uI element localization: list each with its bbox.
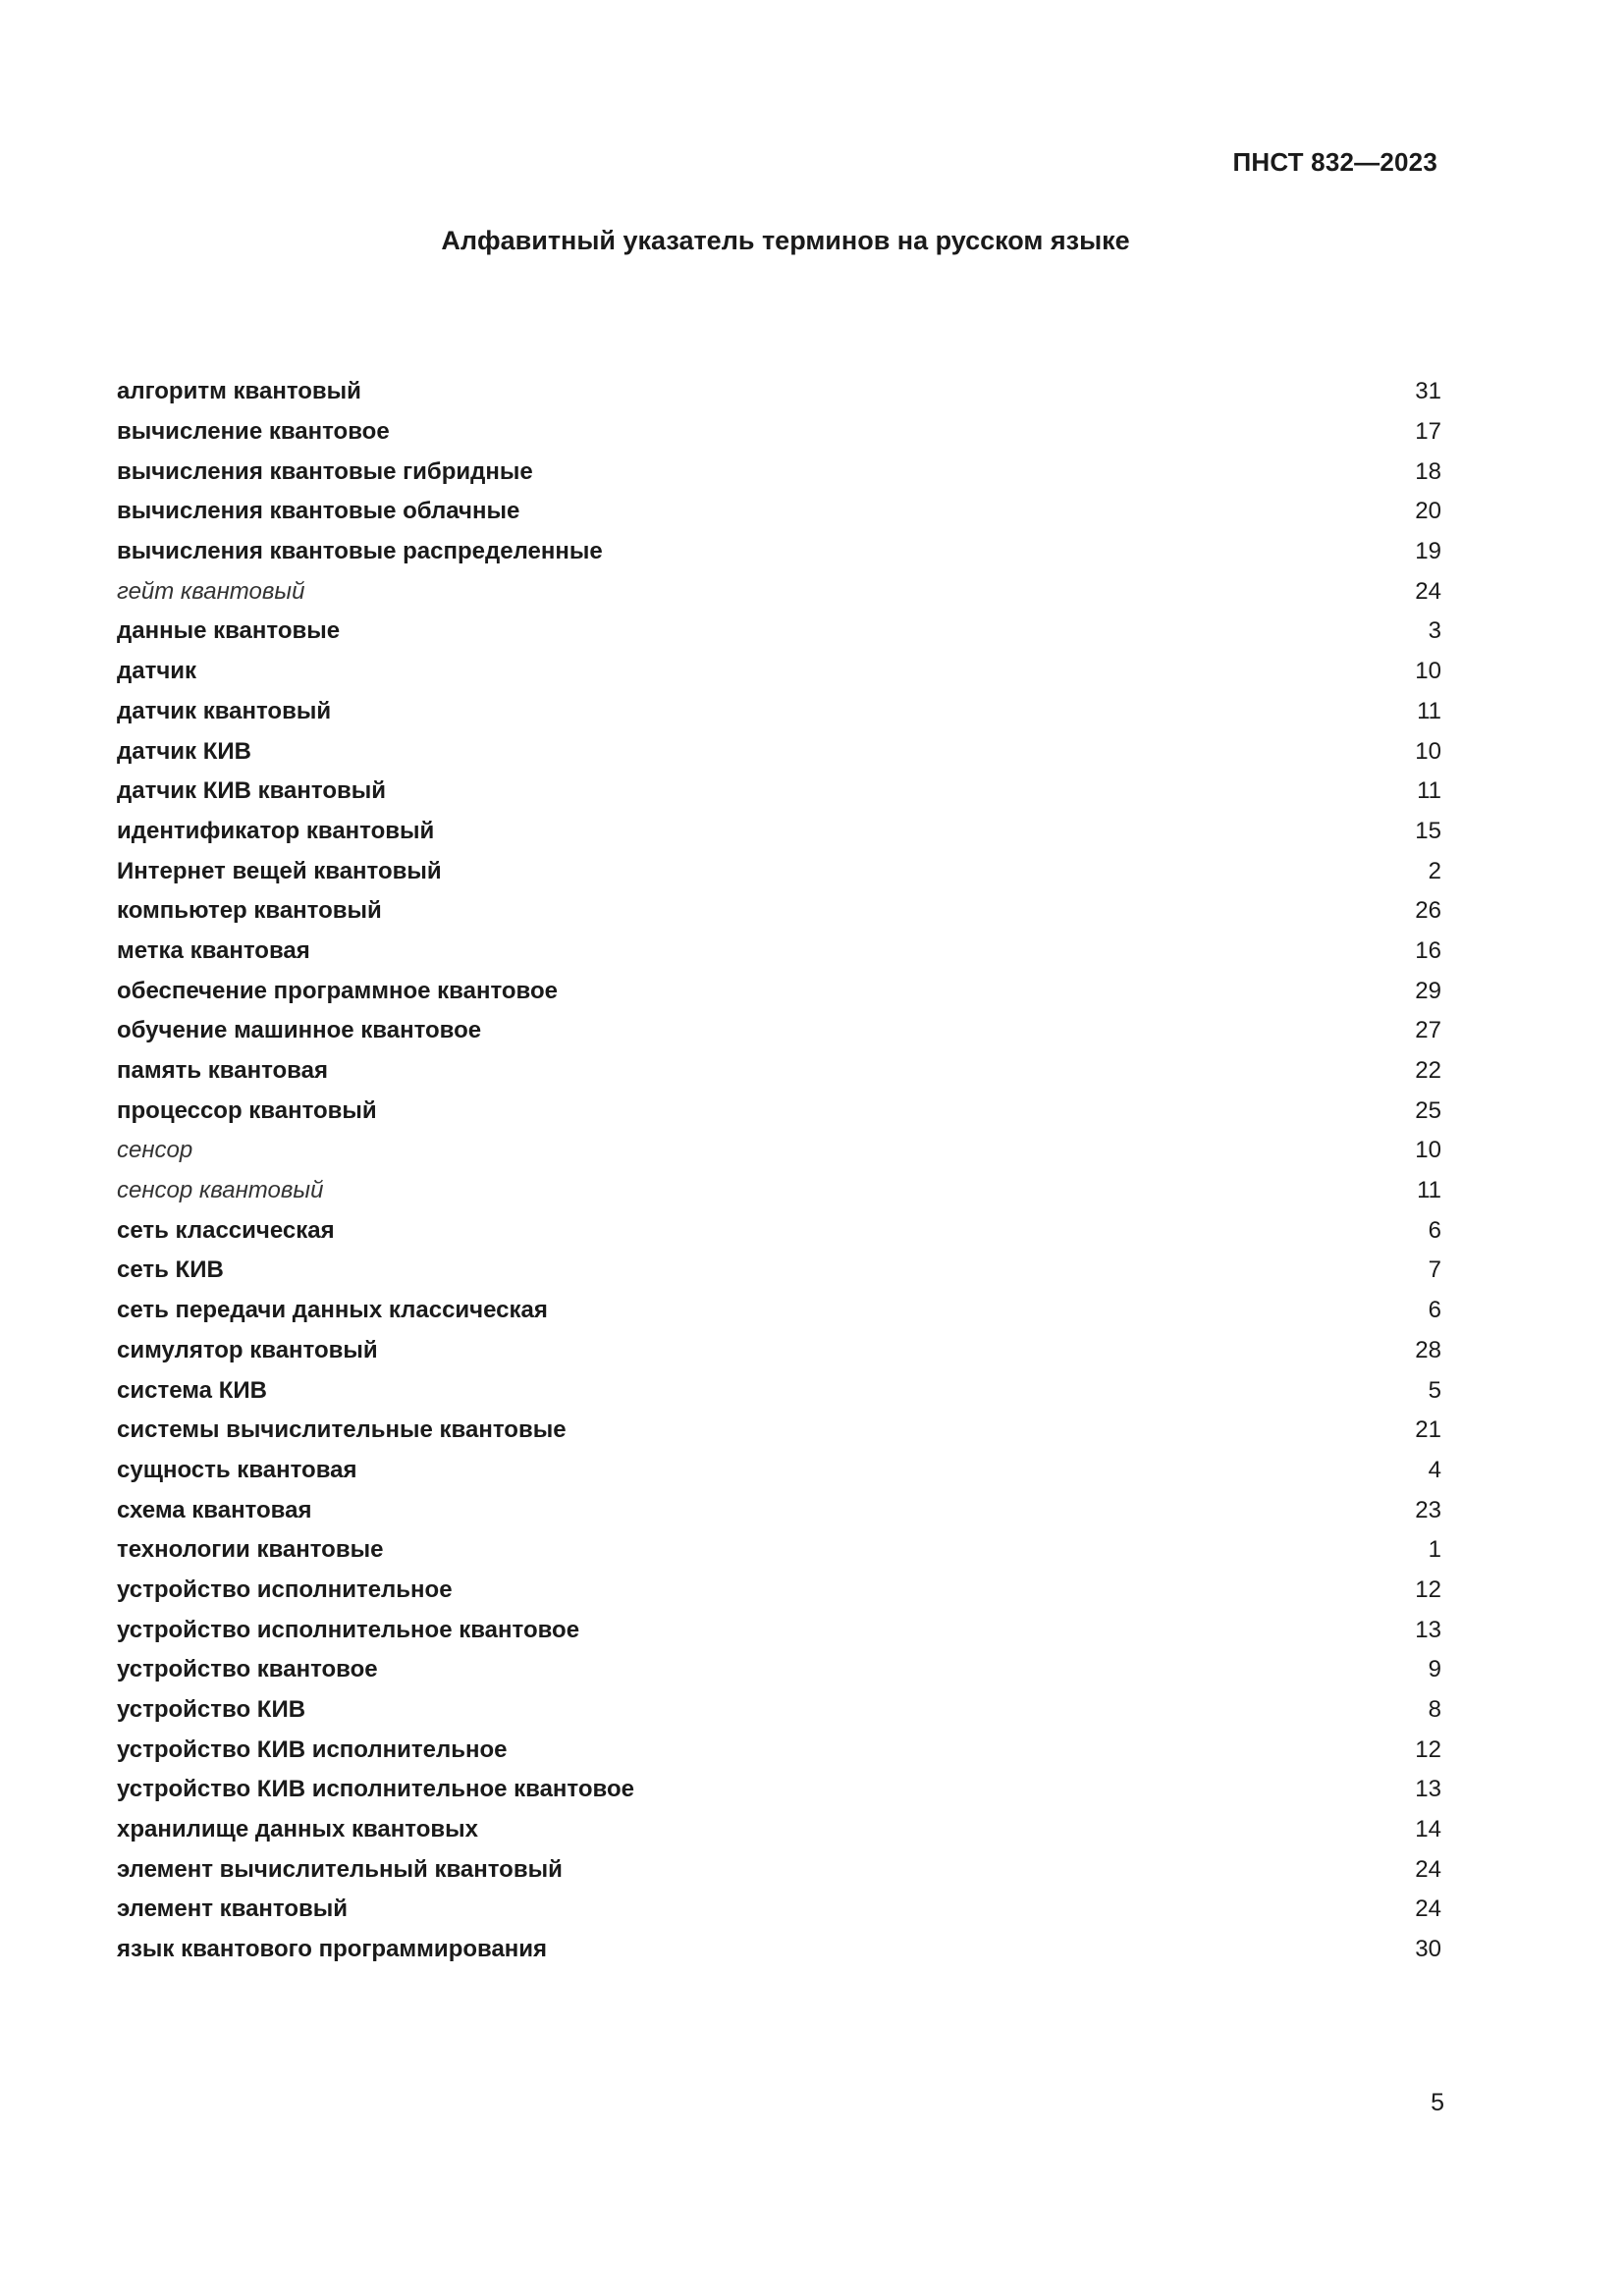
index-entry (117, 1690, 1441, 1731)
index-term-number: 15 (1415, 817, 1441, 844)
index-term-number: 16 (1415, 936, 1441, 964)
index-term-number: 22 (1415, 1057, 1441, 1085)
index-term-number: 11 (1417, 697, 1441, 724)
index-entry (117, 1890, 1441, 1930)
index-entry (117, 1210, 1441, 1251)
index-term: системы вычислительные квантовые (117, 1416, 567, 1444)
index-entry (117, 571, 1441, 612)
index-entry (117, 1451, 1441, 1491)
page-number: 5 (1431, 2089, 1444, 2116)
index-entry (117, 652, 1441, 692)
index-entry (117, 1650, 1441, 1690)
index-term-number: 1 (1428, 1536, 1441, 1564)
index-term-number: 13 (1415, 1616, 1441, 1643)
index-entry (117, 1610, 1441, 1650)
index-entry (117, 412, 1441, 453)
index-entry (117, 1091, 1441, 1131)
index-term: обеспечение программное квантовое (117, 977, 558, 1004)
index-term-number: 26 (1415, 897, 1441, 925)
index-term-number: 31 (1415, 378, 1441, 405)
index-term-number: 8 (1428, 1696, 1441, 1724)
index-term: алгоритм квантовый (117, 378, 361, 405)
index-term-number: 17 (1415, 418, 1441, 446)
index-term-number: 20 (1415, 498, 1441, 525)
index-term: сеть классическая (117, 1216, 335, 1244)
index-term: идентификатор квантовый (117, 817, 435, 844)
index-entry (117, 612, 1441, 652)
index-term: датчик КИВ (117, 737, 251, 765)
index-term: сеть передачи данных классическая (117, 1297, 548, 1324)
index-entry (117, 1930, 1441, 1970)
index-term: устройство исполнительное квантовое (117, 1616, 580, 1643)
index-entry (117, 452, 1441, 492)
index-term-number: 4 (1428, 1456, 1441, 1483)
index-term: обучение машинное квантовое (117, 1017, 482, 1044)
index-term-number: 13 (1415, 1776, 1441, 1803)
index-term-number: 12 (1415, 1735, 1441, 1763)
index-term: вычисления квантовые гибридные (117, 457, 533, 485)
index-term-number: 10 (1415, 1137, 1441, 1164)
term-index-list (117, 372, 1441, 1970)
index-term-number: 24 (1415, 577, 1441, 605)
index-entry (117, 1131, 1441, 1171)
index-term: хранилище данных квантовых (117, 1816, 478, 1843)
index-term-number: 21 (1415, 1416, 1441, 1444)
index-term-number: 5 (1428, 1376, 1441, 1404)
index-entry (117, 1530, 1441, 1571)
index-entry (117, 851, 1441, 891)
index-term: Интернет вещей квантовый (117, 857, 442, 884)
index-entry (117, 1171, 1441, 1211)
index-term: устройство квантовое (117, 1656, 378, 1683)
index-term-number: 24 (1415, 1896, 1441, 1923)
index-term-number: 18 (1415, 457, 1441, 485)
index-entry (117, 1331, 1441, 1371)
index-entry (117, 772, 1441, 812)
index-term: сущность квантовая (117, 1456, 357, 1483)
index-entry (117, 1849, 1441, 1890)
index-entry (117, 692, 1441, 732)
index-term-number: 25 (1415, 1096, 1441, 1124)
index-term: симулятор квантовый (117, 1336, 378, 1363)
index-term: гейт квантовый (117, 577, 305, 605)
index-term-number: 23 (1415, 1496, 1441, 1523)
index-term-number: 9 (1428, 1656, 1441, 1683)
page-title: Алфавитный указатель терминов на русском языке (441, 226, 1130, 255)
index-term: сенсор квантовый (117, 1177, 324, 1204)
index-term-number: 30 (1415, 1936, 1441, 1963)
index-term-number: 6 (1428, 1216, 1441, 1244)
index-entry (117, 1291, 1441, 1331)
index-term-number: 14 (1415, 1816, 1441, 1843)
index-entry (117, 1411, 1441, 1451)
index-entry (117, 1571, 1441, 1611)
index-entry (117, 971, 1441, 1011)
index-entry (117, 372, 1441, 412)
index-term: компьютер квантовый (117, 897, 382, 925)
index-entry (117, 1770, 1441, 1810)
index-entry (117, 1490, 1441, 1530)
index-term-number: 7 (1428, 1256, 1441, 1284)
index-term: схема квантовая (117, 1496, 312, 1523)
index-term: вычисление квантовое (117, 418, 390, 446)
index-entry (117, 532, 1441, 572)
index-term: метка квантовая (117, 936, 310, 964)
index-term: данные квантовые (117, 617, 341, 645)
index-term: устройство КИВ исполнительное квантовое (117, 1776, 634, 1803)
index-term: датчик квантовый (117, 697, 332, 724)
index-entry (117, 812, 1441, 852)
index-term-number: 27 (1415, 1017, 1441, 1044)
index-term: язык квантового программирования (117, 1936, 548, 1963)
index-term-number: 24 (1415, 1855, 1441, 1883)
standard-number: ПНСТ 832—2023 (1232, 147, 1437, 177)
index-entry (117, 1251, 1441, 1291)
index-entry (117, 1730, 1441, 1770)
index-term: устройство исполнительное (117, 1575, 453, 1603)
index-entry (117, 932, 1441, 972)
index-term-number: 11 (1417, 1177, 1441, 1204)
index-entry (117, 1011, 1441, 1051)
index-term: процессор квантовый (117, 1096, 377, 1124)
index-term: сеть КИВ (117, 1256, 224, 1284)
index-term: устройство КИВ (117, 1696, 306, 1724)
index-term-number: 10 (1415, 658, 1441, 685)
index-term-number: 28 (1415, 1336, 1441, 1363)
index-term: технологии квантовые (117, 1536, 384, 1564)
index-term-number: 3 (1428, 617, 1441, 645)
index-term: элемент квантовый (117, 1896, 349, 1923)
index-term-number: 12 (1415, 1575, 1441, 1603)
index-entry (117, 891, 1441, 932)
index-term: система КИВ (117, 1376, 267, 1404)
index-term: датчик (117, 658, 197, 685)
index-term-number: 19 (1415, 538, 1441, 565)
index-entry (117, 1810, 1441, 1850)
index-term: вычисления квантовые распределенные (117, 538, 603, 565)
index-entry (117, 731, 1441, 772)
index-term-number: 2 (1428, 857, 1441, 884)
index-entry (117, 1370, 1441, 1411)
index-term: устройство КИВ исполнительное (117, 1735, 508, 1763)
index-entry (117, 492, 1441, 532)
index-term: элемент вычислительный квантовый (117, 1855, 563, 1883)
index-term: вычисления квантовые облачные (117, 498, 520, 525)
index-term: память квантовая (117, 1057, 328, 1085)
index-term-number: 6 (1428, 1297, 1441, 1324)
index-entry (117, 1051, 1441, 1092)
index-term: датчик КИВ квантовый (117, 777, 386, 805)
index-term-number: 10 (1415, 737, 1441, 765)
index-term-number: 11 (1417, 777, 1441, 805)
index-term-number: 29 (1415, 977, 1441, 1004)
index-term: сенсор (117, 1137, 193, 1164)
